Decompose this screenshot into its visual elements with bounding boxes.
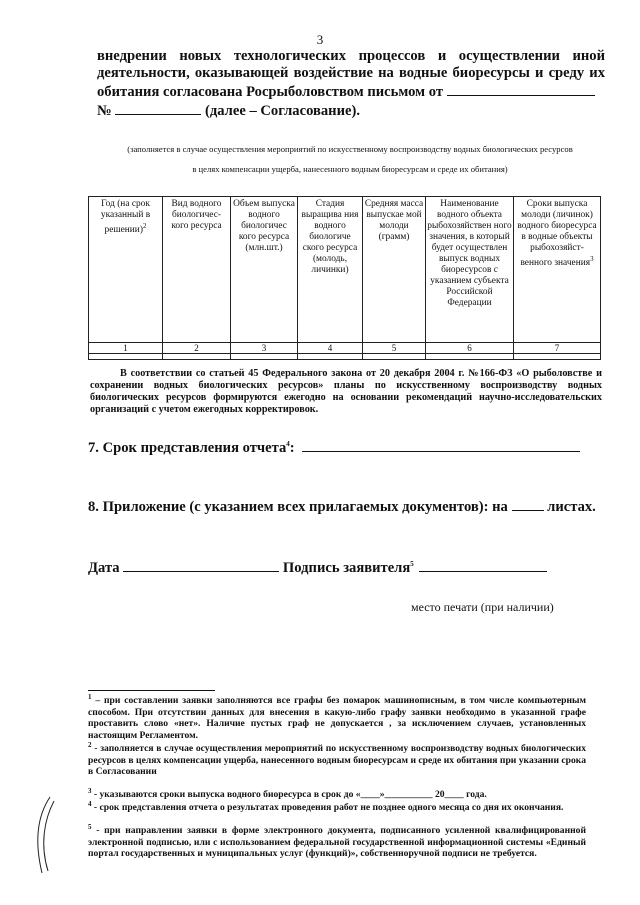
table-note-line-1: (заполняется в случае осуществления мероприятий по искусственному воспроизводству водных биологических ресурсов	[127, 144, 573, 154]
margin-pen-stroke	[28, 795, 58, 875]
table-header-cell: Средняя масса выпускае мой молоди (грамм)	[363, 197, 426, 343]
footnote-1: $^1$ – при составлении заявки заполняются все графы без помарок машинописным, в том числе компьютерным способом. При отсутствии данных для внесения в какую-либо графу заявки необходимо в указанной графе проставить слово «нет». Наличие пустых граф не допускается , за исключением случаев, установленных настоящим Регламентом.	[88, 693, 586, 741]
item-7-sup: 4	[286, 440, 290, 449]
footnote-2: $^2$ - заполняется в случае осуществления мероприятий по искусственному воспроизводству водных биологических ресурсов в целях компенсации ущерба, нанесенного водным биоресурсам и среде их обитания при указании срока в Согласовании	[88, 741, 586, 778]
letter-date-blank	[447, 82, 595, 96]
table-header-cell: Объем выпуска водного биологичес кого ресурса (млн.шт.)	[231, 197, 298, 343]
table-header-cell: Стадия выращива ния водного биологиче ского ресурса (молодь, личинки)	[298, 197, 363, 343]
signature-sup: 5	[410, 560, 414, 569]
number-sign: №	[97, 103, 112, 119]
item-8-label: 8. Приложение (с указанием всех прилагаемых документов): на	[88, 499, 508, 515]
footnote-5: $^5$ - при направлении заявки в форме электронного документа, подписанного усиленной квалифицированной электронной подписью, или с использованием федеральной государственной информационной системы «Единый портал государственных и муниципальных услуг (функций)», собственноручной подписи не требуется.	[88, 823, 586, 860]
column-number: 6	[426, 343, 514, 354]
table-header-cell: Год (на срок указанный в решении)$^2$	[89, 197, 163, 343]
intro-paragraph	[97, 48, 605, 120]
column-number: 1	[89, 343, 163, 354]
intro-line-4-suffix: (далее – Согласование).	[204, 103, 360, 119]
intro-line-3-text: обитания согласована Росрыболовством письмом от	[97, 84, 443, 100]
footnote-divider	[88, 690, 215, 691]
intro-line-1: внедрении новых технологических процессов и осуществлении иной	[97, 48, 605, 64]
column-number: 3	[231, 343, 298, 354]
footnote-4: $^4$ - срок представления отчета о результатах проведения работ не позднее одного месяца со дня их окончания.	[88, 800, 564, 814]
item-7-label: 7. Срок представления отчета	[88, 440, 287, 456]
table-header-row	[89, 197, 601, 343]
column-number: 7	[514, 343, 601, 354]
release-plan-table	[88, 196, 601, 360]
table-header-cell: Вид водного биологичес-кого ресурса	[163, 197, 231, 343]
column-number: 5	[363, 343, 426, 354]
signature-label: Подпись заявителя	[282, 560, 411, 576]
table-note	[94, 144, 606, 175]
page-number: 3	[316, 32, 324, 47]
item-7-report-deadline: 7. Срок представления отчета$^4$:	[88, 438, 580, 457]
report-deadline-blank	[302, 438, 580, 452]
sheet-count-blank	[512, 497, 544, 511]
table-header-cell: Сроки выпуска молоди (личинок) водного биоресурса в водные объекты рыбохозяйст-венного значения$^3$	[514, 197, 601, 343]
letter-number-blank	[115, 101, 201, 115]
stamp-place: место печати (при наличии)	[411, 600, 554, 614]
table-number-row	[89, 343, 601, 354]
footnote-3: $^3$ - указываются сроки выпуска водного биоресурса в срок до «____»__________ 20____ года.	[88, 787, 487, 801]
article-45-paragraph: В соответствии со статьей 45 Федерального закона от 20 декабря 2004 г. №166-ФЗ «О рыболовстве и сохранении водных биологических ресурсов» планы по искусственному воспроизводству водных биологических ресурсов формируются ежегодно на основании рекомендаций научно-исследовательских организаций с учетом ежегодных корректировок.	[90, 368, 602, 415]
signature-line	[88, 558, 547, 577]
column-number: 2	[163, 343, 231, 354]
intro-line-3	[97, 82, 605, 101]
table-note-line-2: в целях компенсации ущерба, нанесенного водным биоресурсам и среде их обитания)	[192, 164, 508, 174]
column-number: 4	[298, 343, 363, 354]
date-label: Дата	[88, 560, 120, 576]
item-8-attachments	[88, 497, 596, 516]
intro-line-4	[97, 101, 605, 120]
table-header-cell: Наименование водного объекта рыбохозяйствен ного значения, в который будет осуществлен выпуск водных биоресурсов с указанием субъекта Российской Федерации	[426, 197, 514, 343]
intro-line-2: деятельности, оказывающей воздействие на водные биоресурсы и среду их	[97, 65, 605, 81]
signature-blank	[419, 558, 547, 572]
table-empty-row	[89, 354, 601, 360]
date-blank	[123, 558, 279, 572]
item-8-suffix: листах.	[547, 499, 596, 515]
